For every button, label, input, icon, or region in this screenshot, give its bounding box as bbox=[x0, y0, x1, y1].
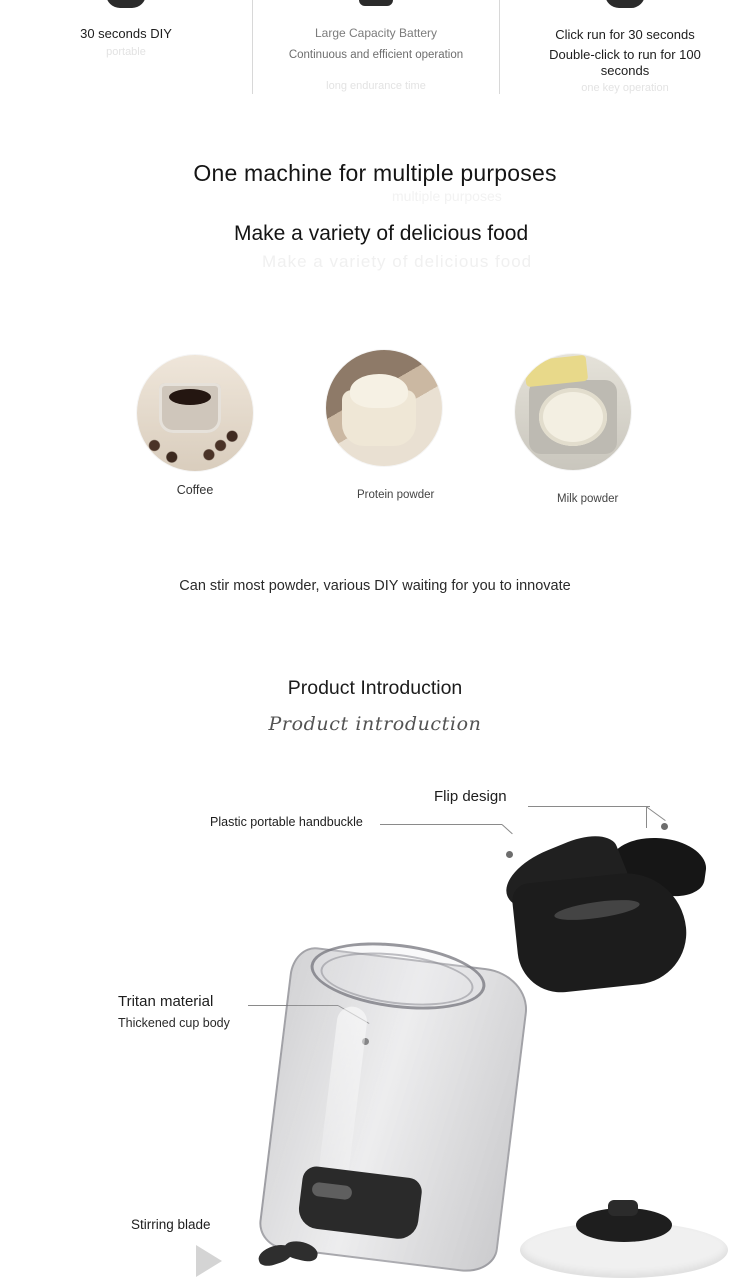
feature-subtitle: Continuous and efficient operation bbox=[288, 49, 464, 61]
ghost-decorative-text-2: multiple purposes bbox=[392, 188, 502, 204]
ghost-decorative-text: Make a variety of delicious food bbox=[262, 252, 533, 271]
protein-powder-image bbox=[326, 350, 442, 466]
food-examples-row bbox=[0, 350, 750, 530]
feature-title: Click run for 30 seconds bbox=[555, 27, 695, 42]
coffee-image bbox=[137, 355, 253, 471]
feature-faded-text: one key operation bbox=[581, 82, 669, 94]
product-introduction-title: Product Introduction bbox=[287, 677, 463, 699]
cup-body-image bbox=[266, 936, 550, 1266]
callout-handbuckle: Plastic portable handbuckle bbox=[210, 815, 363, 829]
leader-line-flip bbox=[528, 806, 650, 807]
food-caption: Milk powder bbox=[557, 493, 619, 505]
leader-dot-flip bbox=[661, 823, 668, 830]
section-headline-multipurpose: One machine for multiple purposes bbox=[193, 160, 557, 186]
food-item bbox=[137, 355, 253, 499]
callout-stirring-blade: Stirring blade bbox=[131, 1217, 211, 1232]
battery-icon bbox=[359, 0, 393, 6]
leader-drop-flip bbox=[646, 806, 647, 828]
feature-faded-text: long endurance time bbox=[326, 80, 426, 92]
feature-column-onekey bbox=[500, 0, 750, 94]
leader-line-handbuckle-angle bbox=[502, 824, 513, 834]
blade-pointer-icon bbox=[196, 1245, 222, 1277]
feature-strip bbox=[0, 0, 750, 94]
section-subheadline: Make a variety of delicious food bbox=[234, 222, 529, 245]
leader-line-handbuckle bbox=[380, 824, 502, 825]
motor-base-image bbox=[520, 1208, 728, 1268]
feature-title: Large Capacity Battery bbox=[314, 26, 438, 40]
feature-column-diy bbox=[0, 0, 252, 94]
stir-note: Can stir most powder, various DIY waiting for you to innovate bbox=[179, 578, 571, 594]
blender-cup-icon bbox=[106, 0, 146, 8]
leader-line-flip-angle bbox=[646, 806, 666, 821]
feature-column-battery bbox=[252, 0, 500, 94]
feature-subtitle: Double-click to run for 100 seconds bbox=[549, 47, 701, 79]
callout-flip-design: Flip design bbox=[434, 788, 507, 805]
food-caption: Protein powder bbox=[357, 489, 435, 501]
callout-tritan-sub: Thickened cup body bbox=[118, 1016, 230, 1030]
food-caption: Coffee bbox=[176, 483, 214, 497]
feature-title: 30 seconds DIY bbox=[80, 26, 172, 41]
feature-faded-text: portable bbox=[106, 46, 146, 58]
food-item bbox=[326, 350, 442, 502]
product-introduction-script-title: Product introduction bbox=[268, 713, 482, 735]
food-item bbox=[515, 354, 631, 506]
callout-tritan-material: Tritan material bbox=[118, 993, 214, 1010]
button-icon bbox=[605, 0, 645, 8]
milk-powder-image bbox=[515, 354, 631, 470]
